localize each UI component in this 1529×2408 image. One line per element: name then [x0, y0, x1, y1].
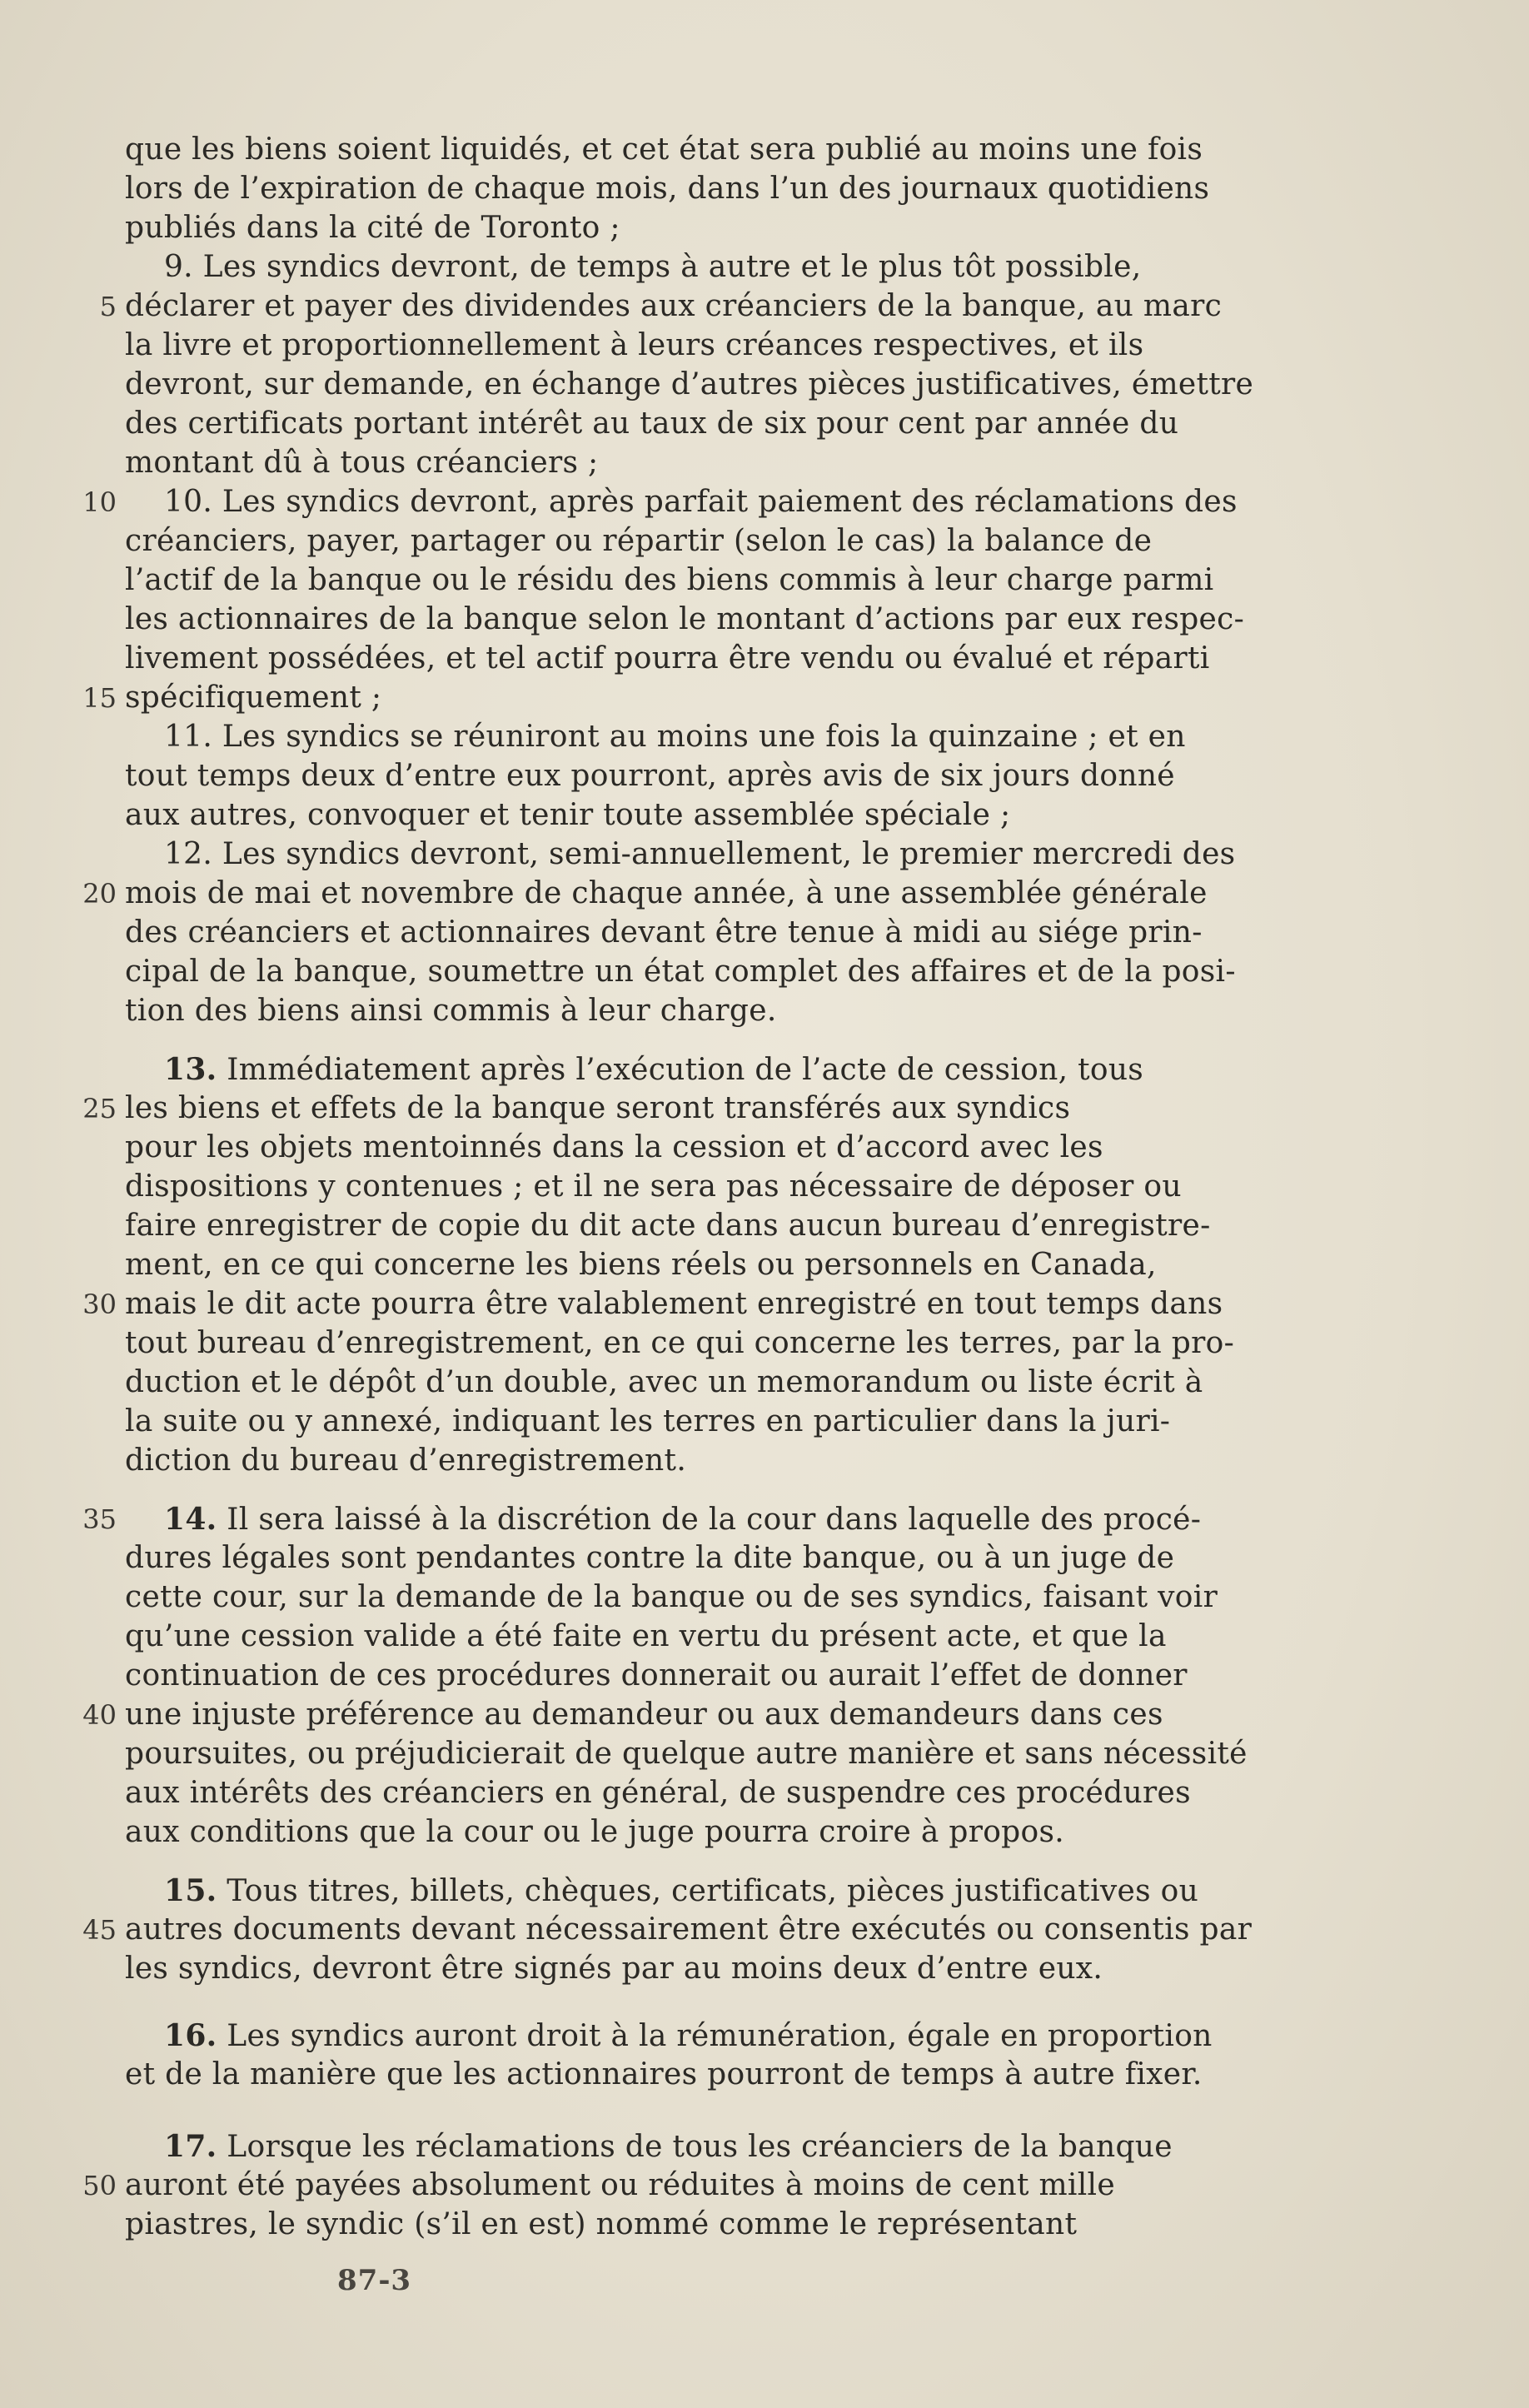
line-number: 50	[82, 2170, 117, 2201]
text-line: duction et le dépôt d’un double, avec un memorandum ou liste écrit à	[125, 1365, 1203, 1399]
text-line: cipal de la banque, soumettre un état complet des affaires et de la posi-	[125, 955, 1236, 989]
text-line: devront, sur demande, en échange d’autres pièces justificatives, émettre	[125, 367, 1254, 401]
text-line: 12. Les syndics devront, semi-annuellement, le premier mercredi des	[125, 837, 1236, 871]
text-line: aux autres, convoquer et tenir toute assemblée spéciale ;	[125, 798, 1011, 832]
page-footer-mark: 87-3	[337, 2264, 412, 2297]
section-number: 15.	[163, 1873, 217, 1908]
text-line: aux conditions que la cour ou le juge pourra croire à propos.	[125, 1815, 1065, 1849]
text-line: et de la manière que les actionnaires pourront de temps à autre fixer.	[125, 2057, 1203, 2091]
line-number: 20	[82, 878, 117, 910]
text-line: des certificats portant intérêt au taux de six pour cent par année du	[125, 406, 1179, 441]
line-number: 5	[99, 291, 117, 322]
text-line: faire enregistrer de copie du dit acte dans aucun bureau d’enregistre-	[125, 1209, 1211, 1243]
text-line: dispositions y contenues ; et il ne sera pas nécessaire de déposer ou	[125, 1169, 1182, 1204]
text-line: poursuites, ou préjudicierait de quelque autre manière et sans nécessité	[125, 1737, 1248, 1771]
line-number: 15	[82, 682, 117, 714]
section-17-first-line: 17. Lorsque les réclamations de tous les créanciers de la banque	[163, 2129, 1173, 2164]
line-number: 10	[82, 486, 117, 518]
text-line: les biens et effets de la banque seront transférés aux syndics	[125, 1091, 1071, 1125]
line-number: 45	[82, 1914, 117, 1946]
text-line: mais le dit acte pourra être valablement enregistré en tout temps dans	[125, 1287, 1223, 1321]
section-13-first-line: 13. Immédiatement après l’exécution de l’acte de cession, tous	[163, 1052, 1144, 1087]
text-line: ment, en ce qui concerne les biens réels ou personnels en Canada,	[125, 1248, 1157, 1282]
text-line: 10. Les syndics devront, après parfait paiement des réclamations des	[125, 485, 1238, 519]
text-line: aux intérêts des créanciers en général, de suspendre ces procédures	[125, 1776, 1191, 1810]
text-line: montant dû à tous créanciers ;	[125, 446, 599, 480]
text-line: tout temps deux d’entre eux pourront, après avis de six jours donné	[125, 759, 1175, 793]
text-line: 9. Les syndics devront, de temps à autre et le plus tôt possible,	[125, 250, 1142, 284]
text-line: publiés dans la cité de Toronto ;	[125, 211, 620, 245]
line-number: 25	[82, 1093, 117, 1124]
text-line: la suite ou y annexé, indiquant les terres en particulier dans la juri-	[125, 1404, 1171, 1438]
line-number: 35	[82, 1503, 117, 1535]
text-line: autres documents devant nécessairement être exécutés ou consentis par	[125, 1912, 1253, 1947]
section-number: 13.	[163, 1052, 217, 1087]
text-line: tion des biens ainsi commis à leur charge.	[125, 994, 777, 1028]
text-line: pour les objets mentoinnés dans la cession et d’accord avec les	[125, 1130, 1103, 1164]
text-line: livement possédées, et tel actif pourra être vendu ou évalué et réparti	[125, 641, 1210, 676]
text-line: la livre et proportionnellement à leurs créances respectives, et ils	[125, 328, 1144, 362]
text-line: lors de l’expiration de chaque mois, dans l’un des journaux quotidiens	[125, 172, 1210, 206]
section-15-first-line: 15. Tous titres, billets, chèques, certificats, pièces justificatives ou	[163, 1873, 1199, 1908]
text-line: des créanciers et actionnaires devant être tenue à midi au siége prin-	[125, 915, 1203, 950]
text-line: l’actif de la banque ou le résidu des biens commis à leur charge parmi	[125, 563, 1214, 597]
text-line: cette cour, sur la demande de la banque ou de ses syndics, faisant voir	[125, 1580, 1218, 1614]
section-number: 17.	[163, 2129, 217, 2164]
line-number: 40	[82, 1699, 117, 1731]
section-16-first-line: 16. Les syndics auront droit à la rémunération, égale en proportion	[163, 2018, 1213, 2053]
text-line: déclarer et payer des dividendes aux créanciers de la banque, au marc	[125, 289, 1223, 323]
text-line: auront été payées absolument ou réduites à moins de cent mille	[125, 2168, 1115, 2202]
text-line: les syndics, devront être signés par au moins deux d’entre eux.	[125, 1952, 1103, 1986]
text-line: continuation de ces procédures donnerait ou aurait l’effet de donner	[125, 1658, 1188, 1693]
text-line: créanciers, payer, partager ou répartir (selon le cas) la balance de	[125, 524, 1153, 558]
section-number: 16.	[163, 2018, 217, 2053]
text-line: une injuste préférence au demandeur ou aux demandeurs dans ces	[125, 1698, 1163, 1732]
section-14-first-line: 14. Il sera laissé à la discrétion de la cour dans laquelle des procé-	[163, 1502, 1202, 1537]
text-line: diction du bureau d’enregistrement.	[125, 1443, 687, 1478]
line-number: 30	[82, 1289, 117, 1320]
text-line: les actionnaires de la banque selon le montant d’actions par eux respec-	[125, 602, 1245, 636]
text-line: que les biens soient liquidés, et cet état sera publié au moins une fois	[125, 132, 1203, 167]
section-number: 14.	[163, 1502, 217, 1537]
text-line: piastres, le syndic (s’il en est) nommé comme le représentant	[125, 2207, 1078, 2241]
text-line: spécifiquement ;	[125, 681, 382, 715]
text-line: 11. Les syndics se réuniront au moins une fois la quinzaine ; et en	[125, 720, 1186, 754]
text-line: mois de mai et novembre de chaque année, à une assemblée générale	[125, 876, 1208, 910]
text-line: tout bureau d’enregistrement, en ce qui concerne les terres, par la pro-	[125, 1326, 1235, 1360]
text-line: dures légales sont pendantes contre la dite banque, ou à un juge de	[125, 1541, 1175, 1575]
text-line: qu’une cession valide a été faite en vertu du présent acte, et que la	[125, 1619, 1167, 1653]
